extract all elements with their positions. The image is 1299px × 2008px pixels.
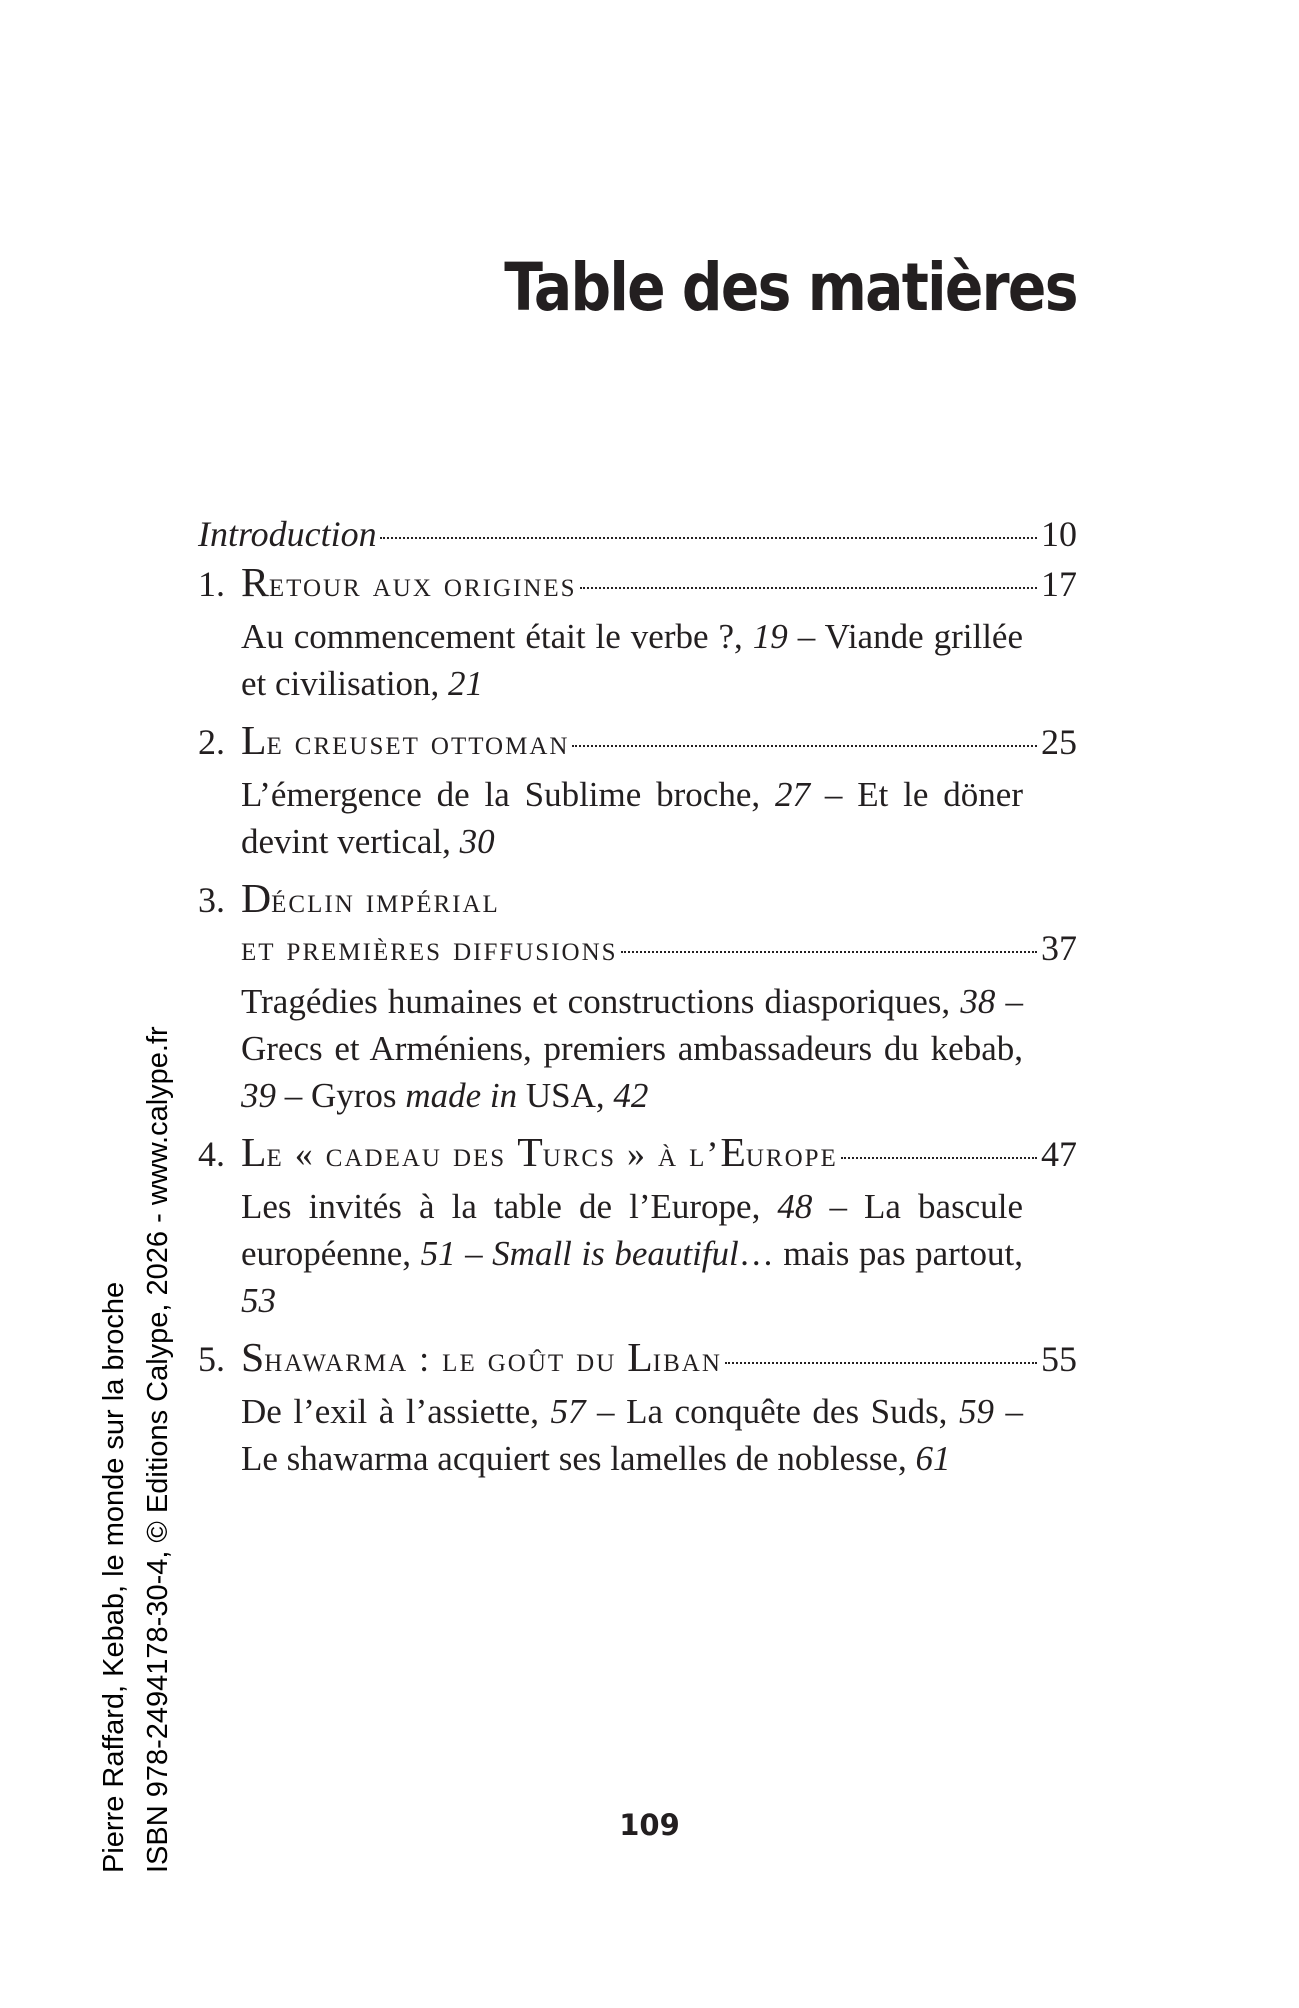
chapter-title-initial: S — [241, 1335, 265, 1381]
chapter-number: 1. — [198, 564, 225, 604]
chapter-title-rest: etour aux origines — [268, 564, 577, 604]
section-title-text: – — [455, 1234, 493, 1273]
section-title-text: … mais pas partout, — [738, 1234, 1024, 1273]
toc-entry-page: 25 — [1041, 722, 1077, 762]
chapter-title-rest: éclin impérial — [271, 880, 500, 920]
section-title-text: Les invités à la table de l’Europe, — [241, 1187, 778, 1226]
section-page-ref: 21 — [448, 664, 484, 703]
section-list — [241, 613, 1023, 707]
dot-leader — [621, 951, 1037, 953]
dot-leader — [580, 587, 1037, 589]
chapter-title-initial: L — [241, 718, 267, 764]
chapter-title-part: hawarma : le goût du — [264, 1339, 628, 1379]
book-credit: Pierre Raffard, Kebab, le monde sur la broche — [98, 1281, 130, 1873]
chapter-title-part: urope — [745, 1134, 838, 1174]
section-page-ref: 51 — [420, 1234, 456, 1273]
toc-entry-title: Introduction — [198, 514, 377, 554]
chapter-number: 5. — [198, 1339, 225, 1379]
toc-entry-page: 17 — [1041, 564, 1077, 604]
section-page-ref: made in — [405, 1076, 518, 1115]
toc-entry-chapter-3-continued[interactable] — [198, 924, 1077, 973]
section-page-ref: 53 — [241, 1281, 276, 1320]
page-number: 109 — [619, 1808, 680, 1842]
chapter-title-rest: e creuset ottoman — [266, 722, 570, 762]
chapter-number: 2. — [198, 722, 225, 762]
dot-leader — [572, 745, 1037, 747]
section-page-ref: 59 — [958, 1392, 994, 1431]
section-title-text: Tragédies humaines et constructions diasporiques, — [241, 982, 961, 1021]
section-title-text: Au commencement était le verbe ?, — [241, 617, 753, 656]
chapter-title-line-2: et premières diffusions — [241, 928, 618, 968]
chapter-title-initial: D — [241, 876, 272, 922]
chapter-title-initial: L — [627, 1335, 653, 1381]
toc-entry-chapter-4[interactable] — [198, 1129, 1077, 1178]
toc-entry-introduction[interactable] — [198, 510, 1077, 559]
chapter-title-part: iban — [652, 1339, 722, 1379]
section-page-ref: 27 — [775, 775, 810, 814]
section-page-ref: 57 — [550, 1392, 586, 1431]
chapter-title-initial: R — [241, 560, 269, 606]
chapter-title — [241, 717, 569, 767]
section-title-text: – La conquête des Suds, — [585, 1392, 959, 1431]
toc-entry-chapter-2[interactable] — [198, 717, 1077, 766]
section-title-text: – Viande grillée et civilisation, — [241, 617, 1023, 703]
section-list — [241, 1388, 1023, 1482]
section-page-ref: 38 — [960, 982, 996, 1021]
toc-entry-chapter-3[interactable] — [198, 875, 1077, 924]
chapter-title — [241, 559, 577, 609]
copyright-sidebar — [92, 1026, 180, 1873]
section-title-text: – Gyros — [276, 1076, 406, 1115]
toc-entry-page: 47 — [1041, 1134, 1077, 1174]
chapter-number: 4. — [198, 1134, 225, 1174]
section-title-text: L’émergence de la Sublime broche, — [241, 775, 775, 814]
toc-entry-page: 37 — [1041, 928, 1077, 968]
chapter-title-initial: E — [720, 1130, 746, 1176]
section-title-text: – Et le döner devint vertical, — [241, 775, 1023, 861]
chapter-title-initial: T — [517, 1130, 543, 1176]
section-page-ref: 61 — [915, 1439, 951, 1478]
toc-entry-chapter-5[interactable] — [198, 1334, 1077, 1383]
chapter-title — [241, 875, 500, 925]
section-list — [241, 978, 1023, 1119]
chapter-title — [241, 1129, 838, 1179]
dot-leader — [380, 537, 1037, 539]
chapter-title — [241, 1334, 722, 1384]
chapter-title-initial: L — [241, 1130, 267, 1176]
section-page-ref: 42 — [613, 1076, 649, 1115]
section-list — [241, 771, 1023, 865]
section-title-text: – Grecs et Arméniens, premiers ambassadeurs du kebab, — [241, 982, 1024, 1068]
table-of-contents — [198, 510, 1077, 1492]
toc-entry-page: 10 — [1041, 514, 1077, 554]
section-list — [241, 1183, 1023, 1324]
dot-leader — [841, 1157, 1037, 1159]
chapter-title-part: e « cadeau des — [266, 1134, 518, 1174]
section-page-ref: 30 — [459, 822, 495, 861]
section-page-ref: 39 — [241, 1076, 276, 1115]
section-title-text: – La bascule européenne, — [241, 1187, 1023, 1273]
section-page-ref: Small is beautiful — [492, 1234, 739, 1273]
page-title: Table des matières — [504, 249, 1077, 326]
chapter-number: 3. — [198, 880, 225, 920]
section-title-text: USA, — [517, 1076, 614, 1115]
isbn-copyright: ISBN 978-2494178-30-4, © Editions Calype, 2026 - www.calype.fr — [142, 1026, 174, 1873]
section-page-ref: 48 — [777, 1187, 813, 1226]
section-title-text: De l’exil à l’assiette, — [241, 1392, 551, 1431]
toc-entry-page: 55 — [1041, 1339, 1077, 1379]
toc-entry-chapter-1[interactable] — [198, 559, 1077, 608]
section-title-text: – Le shawarma acquiert ses lamelles de noblesse, — [241, 1392, 1024, 1478]
section-page-ref: 19 — [752, 617, 788, 656]
dot-leader — [725, 1362, 1037, 1364]
chapter-title-part: urcs » à l’ — [542, 1134, 721, 1174]
